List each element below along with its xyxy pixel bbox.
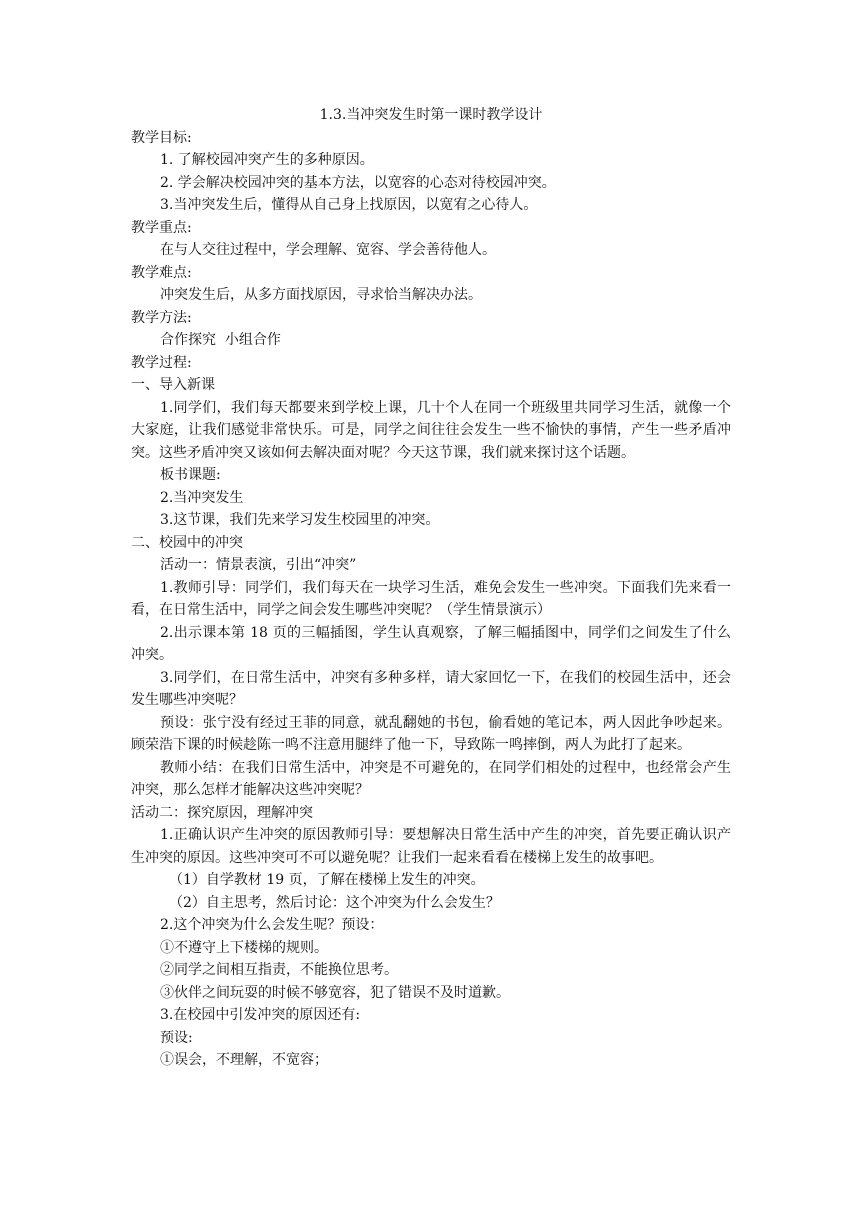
paragraph: 3.同学们，在日常生活中，冲突有多种多样，请大家回忆一下，在我们的校园生活中，还会发生哪些冲突呢？ [131,669,731,708]
activity-heading: 活动一：情景表演，引出“冲突” [160,557,357,573]
paragraph: 1.同学们，我们每天都要来到学校上课，几十个人在同一个班级里共同学习生活，就像一个大家庭，让我们感觉非常快乐。可是，同学之间往往会发生一些不愉快的事情，产生一些矛盾冲突。这些矛盾冲突又该如何去解决面对呢？今天这节课，我们就来探讨这个话题。 [131,399,731,461]
goal-item: 3.当冲突发生后，懂得从自己身上找原因，以宽宥之心待人。 [160,197,538,213]
paragraph: 预设：张宁没有经过王菲的同意，就乱翻她的书包，偷看她的笔记本，两人因此争吵起来。顾荣浩下课的时候趁陈一鸣不注意用腿绊了他一下，导致陈一鸣摔倒，两人为此打了起来。 [131,714,731,753]
activity-heading: 活动二：探究原因，理解冲突 [131,804,313,821]
document-body [131,104,731,1072]
document-title: 1.3.当冲突发生时第一课时教学设计 [319,107,543,123]
board-title: 2.当冲突发生 [160,489,244,506]
key-points-label: 教学重点: [131,219,192,236]
board-label: 板书课题: [160,467,221,483]
goal-item: 1. 了解校园冲突产生的多种原因。 [160,152,374,168]
reason-item: ③伙伴之间玩耍的时候不够宽容，犯了错误不及时道歉。 [160,984,510,1001]
paragraph: 1.正确认识产生冲突的原因教师引导：要想解决日常生活中产生的冲突，首先要正确认识产生冲突的原因。这些冲突可不可以避免呢？让我们一起来看看在楼梯上发生的故事吧。 [131,827,731,866]
difficulty-text: 冲突发生后，从多方面找原因，寻求恰当解决办法。 [160,287,482,303]
paragraph: 2.出示课本第 18 页的三幅插图，学生认真观察，了解三幅插图中，同学们之间发生了什么冲突。 [131,624,731,663]
step-item: （2）自主思考，然后讨论：这个冲突为什么会发生？ [169,894,500,911]
reason-item: ①误会，不理解，不宽容； [160,1052,328,1068]
preset-label: 预设: [160,1029,193,1046]
section-heading: 一、导入新课 [131,377,215,393]
method-label: 教学方法: [131,309,192,326]
process-label: 教学过程: [131,354,192,371]
reason-item: ①不遵守上下楼梯的规则。 [160,939,328,956]
paragraph: 2.这个冲突为什么会发生呢？预设： [160,917,384,933]
paragraph: 3.这节课，我们先来学习发生校园里的冲突。 [160,512,440,528]
key-points-text: 在与人交往过程中，学会理解、宽容、学会善待他人。 [160,242,496,258]
reason-item: ②同学之间相互指责，不能换位思考。 [160,962,398,978]
difficulty-label: 教学难点: [131,264,192,281]
paragraph: 3.在校园中引发冲突的原因还有: [160,1007,361,1023]
goal-item: 2. 学会解决校园冲突的基本方法，以宽容的心态对待校园冲突。 [160,174,556,191]
section-heading: 二、校园中的冲突 [131,534,243,551]
step-item: （1）自学教材 19 页，了解在楼梯上发生的冲突。 [169,872,485,888]
method-text: 合作探究 小组合作 [160,332,281,348]
goals-label: 教学目标: [131,129,192,146]
paragraph: 教师小结：在我们日常生活中，冲突是不可避免的，在同学们相处的过程中，也经常会产生冲突，那么怎样才能解决这些冲突呢？ [131,759,731,798]
paragraph: 1.教师引导：同学们，我们每天在一块学习生活，难免会发生一些冲突。下面我们先来看一看，在日常生活中，同学之间会发生哪些冲突呢？（学生情景演示） [131,579,731,618]
